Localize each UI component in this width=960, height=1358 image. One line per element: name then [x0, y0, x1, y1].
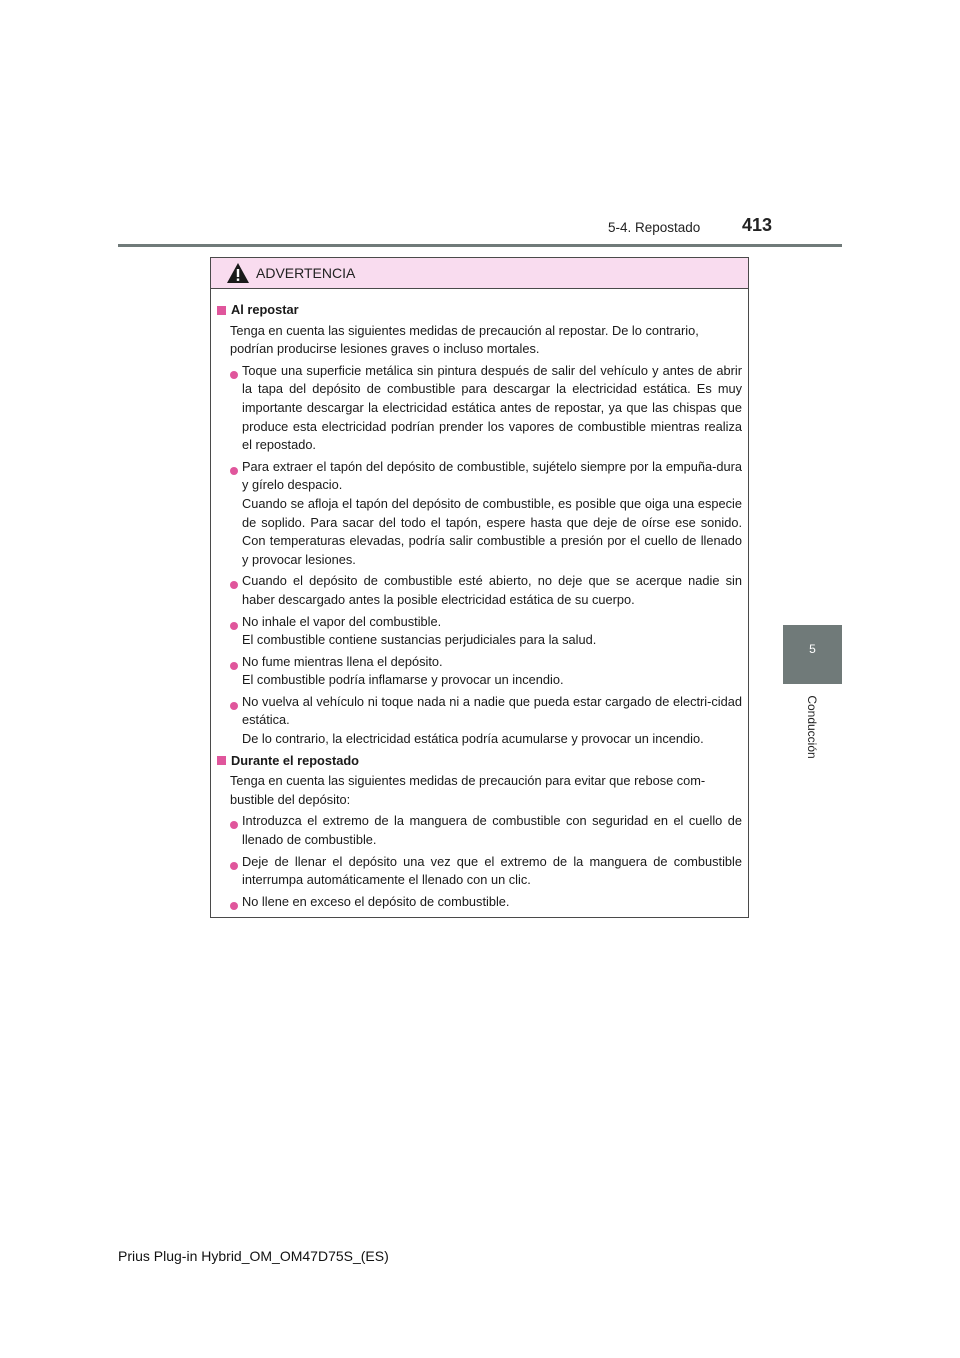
section-heading-text: Al repostar: [231, 302, 299, 317]
bullet-item: [217, 572, 742, 609]
bullet-text: [242, 653, 742, 690]
bullet-dot-container: [230, 617, 242, 650]
bullet-item: [217, 812, 742, 849]
square-bullet-icon: [217, 306, 226, 315]
bullet-dot-container: [230, 897, 242, 916]
bullet-paragraph: De lo contrario, la electricidad estática podría acumularse y provocar un incendio.: [242, 731, 704, 747]
bullet-text: [242, 572, 742, 609]
warning-triangle-icon: [226, 262, 250, 284]
chapter-tab: [783, 625, 842, 684]
bullet-text: [242, 362, 742, 455]
bullet-paragraph: No vuelva al vehículo ni toque nada ni a nadie que pueda estar cargado de electri-cidad estática.: [242, 693, 742, 728]
round-bullet-icon: [230, 902, 238, 910]
bullet-paragraph: Cuando se afloja el tapón del depósito de combustible, es posible que oiga una especie de soplido. Para sacar del todo el tapón, espere hasta que deje de oírse ese sonido. Con temperaturas elevadas, podría salir combustible a presión por el cuello de llenado y provocar lesiones.: [242, 495, 742, 567]
bullet-item: [217, 653, 742, 690]
round-bullet-icon: [230, 467, 238, 475]
bullet-paragraph: Toque una superficie metálica sin pintura después de salir del vehículo y antes de abrir la tapa del depósito de combustible para descargar la electricidad estática. Es muy importante descargar la electricidad estática antes de repostar, ya que las chispas que produce esta electricidad podrían prender los vapores de combustible mientras realiza el repostado.: [242, 362, 742, 453]
bullet-item: [217, 613, 742, 650]
bullet-text: [242, 613, 742, 650]
bullet-paragraph: No llene en exceso el depósito de combustible.: [242, 893, 510, 909]
bullet-dot-container: [230, 366, 242, 455]
section-title: 5-4. Repostado: [608, 220, 701, 235]
bullet-paragraph: No inhale el vapor del combustible.: [242, 613, 442, 629]
bullet-dot-container: [230, 816, 242, 849]
round-bullet-icon: [230, 862, 238, 870]
bullet-paragraph: El combustible contiene sustancias perjudiciales para la salud.: [242, 632, 597, 648]
round-bullet-icon: [230, 581, 238, 589]
round-bullet-icon: [230, 622, 238, 630]
bullet-paragraph: Deje de llenar el depósito una vez que el extremo de la manguera de combustible interrumpa automáticamente el llenado con un clic.: [242, 853, 742, 888]
warning-body: [211, 289, 748, 915]
bullet-text: [242, 853, 742, 890]
section-heading-text: Durante el repostado: [231, 752, 359, 768]
bullet-item: [217, 853, 742, 890]
bullet-paragraph: No fume mientras llena el depósito.: [242, 653, 443, 669]
chapter-label: Conducción: [805, 695, 819, 759]
section-intro: Tenga en cuenta las siguientes medidas de precaución para evitar que rebose com-bustible del depósito:: [230, 773, 706, 807]
section-heading: [217, 301, 742, 320]
bullet-paragraph: El combustible podría inflamarse y provocar un incendio.: [242, 672, 564, 688]
round-bullet-icon: [230, 371, 238, 379]
bullet-dot-container: [230, 857, 242, 890]
bullet-item: [217, 893, 742, 916]
bullet-paragraph: Para extraer el tapón del depósito de combustible, sujételo siempre por la empuña-dura y gírelo despacio.: [242, 458, 742, 493]
section-heading: [217, 752, 742, 771]
warning-title: ADVERTENCIA: [256, 265, 356, 281]
warning-section: [217, 752, 742, 916]
header-divider: [118, 244, 842, 247]
chapter-number: 5: [809, 642, 816, 656]
bullet-text: [242, 893, 742, 916]
round-bullet-icon: [230, 821, 238, 829]
bullet-paragraph: Cuando el depósito de combustible esté abierto, no deje que se acerque nadie sin haber descargado antes la posible electricidad estática de su cuerpo.: [242, 573, 742, 607]
square-bullet-icon: [217, 756, 226, 765]
bullet-paragraph: Introduzca el extremo de la manguera de combustible con seguridad en el cuello de llenado de combustible.: [242, 813, 742, 848]
bullet-item: [217, 458, 742, 570]
bullet-dot-container: [230, 657, 242, 690]
bullet-item: [217, 693, 742, 749]
bullet-item: [217, 362, 742, 455]
page-number: 413: [742, 215, 773, 235]
warning-header: [211, 258, 748, 289]
round-bullet-icon: [230, 662, 238, 670]
warning-section: [217, 301, 742, 749]
bullet-text: [242, 693, 742, 749]
warning-box: [210, 257, 749, 918]
bullet-dot-container: [230, 576, 242, 609]
bullet-text: [242, 458, 742, 570]
bullet-dot-container: [230, 462, 242, 570]
bullet-dot-container: [230, 697, 242, 749]
document-footer: Prius Plug-in Hybrid_OM_OM47D75S_(ES): [118, 1248, 389, 1264]
round-bullet-icon: [230, 702, 238, 710]
bullet-text: [242, 812, 742, 849]
section-intro: Tenga en cuenta las siguientes medidas de precaución al repostar. De lo contrario, podrían producirse lesiones graves o incluso mortales.: [230, 322, 699, 357]
